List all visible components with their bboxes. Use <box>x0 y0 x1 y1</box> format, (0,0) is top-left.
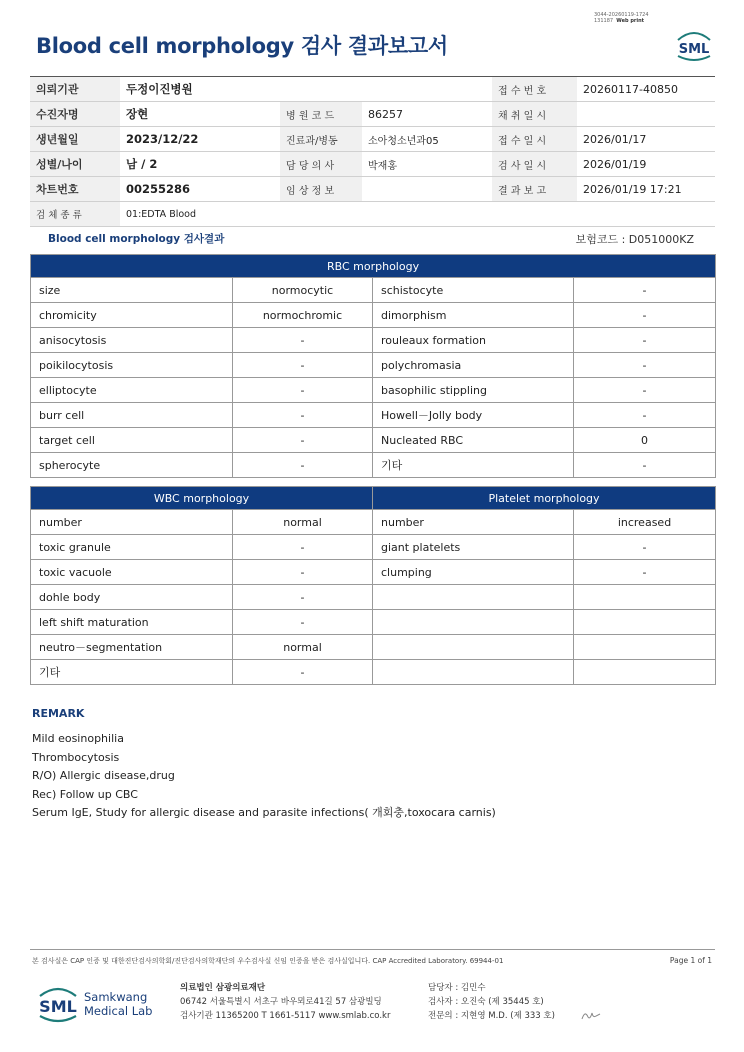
sex-age-value: 남 / 2 <box>120 152 280 177</box>
page-title: Blood cell morphology 검사 결과보고서 <box>36 34 448 58</box>
remark-line: Thrombocytosis <box>32 750 120 764</box>
rbc-item-value: - <box>574 403 716 428</box>
footer-divider <box>30 949 715 950</box>
rbc-item-name: Nucleated RBC <box>373 428 574 453</box>
wbc-plt-item-name: left shift maturation <box>31 610 233 635</box>
wbc-plt-item-name: giant platelets <box>373 535 574 560</box>
rbc-item-name: chromicity <box>31 303 233 328</box>
wbc-plt-item-name: 기타 <box>31 660 233 685</box>
rbc-item-name: burr cell <box>31 403 233 428</box>
sml-logo-text: SML <box>678 42 710 57</box>
organization-info <box>180 981 390 1023</box>
rbc-item-name: elliptocyte <box>31 378 233 403</box>
rbc-item-name: poikilocytosis <box>31 353 233 378</box>
platelet-header: Platelet morphology <box>373 487 716 510</box>
rbc-item-value: - <box>233 378 373 403</box>
chart-label: 차트번호 <box>30 177 120 202</box>
wbc-plt-item-value <box>574 660 716 685</box>
hospital-label: 의뢰기관 <box>30 77 120 102</box>
wbc-plt-item-name <box>373 660 574 685</box>
wbc-plt-item-name <box>373 635 574 660</box>
hospital-value: 두정이진병원 <box>120 77 492 102</box>
wbc-plt-item-value: - <box>233 585 373 610</box>
org-contact: 검사기관 11365200 T 1661-5117 www.smlab.co.kr <box>180 1011 391 1021</box>
collect-date-value <box>577 102 715 127</box>
rbc-row <box>31 428 716 453</box>
collect-date-label: 채 취 일 시 <box>492 102 577 127</box>
rbc-item-value: - <box>574 278 716 303</box>
dob-value: 2023/12/22 <box>120 127 280 152</box>
wbc-platelet-table <box>30 486 716 685</box>
staff-manager: 담당자 : 김민수 <box>428 983 486 993</box>
document-id <box>594 12 664 24</box>
receipt-no-value: 20260117-40850 <box>577 77 715 102</box>
wbc-plt-item-name <box>373 610 574 635</box>
remark-line: Rec) Follow up CBC <box>32 787 138 801</box>
chart-value: 00255286 <box>120 177 280 202</box>
hospital-code-value: 86257 <box>362 102 492 127</box>
page-number: Page 1 of 1 <box>669 956 712 965</box>
clinical-label: 임 상 정 보 <box>280 177 362 202</box>
specimen-label: 검 체 종 류 <box>30 202 120 227</box>
rbc-row <box>31 453 716 478</box>
wbc-plt-item-name <box>373 585 574 610</box>
dept-label: 진료과/병동 <box>280 127 362 152</box>
dob-label: 생년월일 <box>30 127 120 152</box>
rbc-item-value: - <box>574 378 716 403</box>
receipt-no-label: 접 수 번 호 <box>492 77 577 102</box>
rbc-item-name: dimorphism <box>373 303 574 328</box>
wbc-plt-row <box>31 535 716 560</box>
test-date-value: 2026/01/19 <box>577 152 715 177</box>
rbc-item-name: anisocytosis <box>31 328 233 353</box>
rbc-item-value: - <box>574 328 716 353</box>
wbc-plt-row <box>31 635 716 660</box>
wbc-plt-item-value: - <box>233 535 373 560</box>
wbc-plt-item-value: normal <box>233 510 373 535</box>
rbc-row <box>31 303 716 328</box>
clinical-value <box>362 177 492 202</box>
wbc-plt-item-name: toxic granule <box>31 535 233 560</box>
samkwang-logo-icon <box>36 982 166 1026</box>
rbc-item-name: spherocyte <box>31 453 233 478</box>
rbc-item-value: - <box>574 303 716 328</box>
rbc-item-value: - <box>574 453 716 478</box>
wbc-plt-row <box>31 510 716 535</box>
patient-label: 수진자명 <box>30 102 120 127</box>
rbc-row <box>31 278 716 303</box>
rbc-row <box>31 378 716 403</box>
wbc-header: WBC morphology <box>31 487 373 510</box>
document-id-line1: 3044-20260119-1724 <box>594 12 649 18</box>
rbc-morphology-table <box>30 254 716 478</box>
rbc-item-name: schistocyte <box>373 278 574 303</box>
receipt-date-value: 2026/01/17 <box>577 127 715 152</box>
wbc-plt-item-value <box>574 585 716 610</box>
patient-info-table <box>30 76 715 227</box>
section-title: Blood cell morphology 검사결과 <box>48 233 225 245</box>
wbc-plt-item-value: normal <box>233 635 373 660</box>
wbc-plt-item-name: dohle body <box>31 585 233 610</box>
document-id-line2: 131187 <box>594 18 614 24</box>
wbc-plt-item-value: - <box>233 560 373 585</box>
wbc-plt-item-name: clumping <box>373 560 574 585</box>
staff-info <box>428 981 555 1023</box>
wbc-plt-row <box>31 585 716 610</box>
doctor-value: 박재홍 <box>362 152 492 177</box>
rbc-item-name: Howell－Jolly body <box>373 403 574 428</box>
patient-value: 장현 <box>120 102 280 127</box>
report-date-label: 결 과 보 고 <box>492 177 577 202</box>
rbc-row <box>31 353 716 378</box>
wbc-plt-item-name: number <box>31 510 233 535</box>
rbc-item-value: normochromic <box>233 303 373 328</box>
rbc-item-name: polychromasia <box>373 353 574 378</box>
org-address: 06742 서울특별시 서초구 바우뫼로41길 57 삼광빌딩 <box>180 997 382 1007</box>
rbc-item-value: - <box>233 453 373 478</box>
org-name: 의료법인 삼광의료재단 <box>180 983 266 993</box>
rbc-item-value: - <box>233 353 373 378</box>
hospital-code-label: 병 원 코 드 <box>280 102 362 127</box>
rbc-item-value: 0 <box>574 428 716 453</box>
wbc-plt-row <box>31 560 716 585</box>
wbc-plt-item-value <box>574 635 716 660</box>
signature-icon <box>580 1008 602 1022</box>
rbc-item-value: - <box>233 328 373 353</box>
wbc-plt-item-value <box>574 610 716 635</box>
report-date-value: 2026/01/19 17:21 <box>577 177 715 202</box>
wbc-plt-item-value: - <box>574 535 716 560</box>
staff-specialist: 전문의 : 지현영 M.D. (제 333 호) <box>428 1011 555 1021</box>
wbc-plt-item-value: - <box>233 660 373 685</box>
wbc-plt-item-name: neutro－segmentation <box>31 635 233 660</box>
doctor-label: 담 당 의 사 <box>280 152 362 177</box>
remark-line: R/O) Allergic disease,drug <box>32 769 175 782</box>
lab-name-line1: Samkwang <box>84 990 148 1004</box>
wbc-plt-item-name: number <box>373 510 574 535</box>
remark-title: REMARK <box>32 707 85 720</box>
web-print-label: Web print <box>616 18 645 24</box>
remark-line: Serum IgE, Study for allergic disease and parasite infections( 개회충,toxocara carnis) <box>32 806 496 819</box>
wbc-plt-item-name: toxic vacuole <box>31 560 233 585</box>
sex-age-label: 성별/나이 <box>30 152 120 177</box>
rbc-item-value: - <box>574 353 716 378</box>
rbc-item-value: - <box>233 428 373 453</box>
remark-lines <box>32 730 496 823</box>
rbc-row <box>31 328 716 353</box>
dept-value: 소아청소년과05 <box>362 127 492 152</box>
wbc-plt-item-value: - <box>574 560 716 585</box>
lab-name-line2: Medical Lab <box>84 1004 153 1018</box>
wbc-plt-row <box>31 660 716 685</box>
rbc-header: RBC morphology <box>31 255 716 278</box>
rbc-item-name: 기타 <box>373 453 574 478</box>
wbc-plt-item-value: increased <box>574 510 716 535</box>
test-date-label: 검 사 일 시 <box>492 152 577 177</box>
footer-note: 본 검사실은 CAP 인증 및 대한진단검사의학회/진단검사의학재단의 우수검사실 신임 인증을 받은 검사실입니다. CAP Accredited Laboratory. 69944-01 <box>32 957 504 965</box>
rbc-item-name: target cell <box>31 428 233 453</box>
rbc-item-name: size <box>31 278 233 303</box>
receipt-date-label: 접 수 일 시 <box>492 127 577 152</box>
wbc-plt-row <box>31 610 716 635</box>
rbc-item-name: basophilic stippling <box>373 378 574 403</box>
remark-line: Mild eosinophilia <box>32 732 124 745</box>
staff-tester: 검사자 : 오진숙 (제 35445 호) <box>428 997 544 1007</box>
specimen-value: 01:EDTA Blood <box>120 202 715 227</box>
samkwang-logo-abbr: SML <box>39 997 77 1016</box>
wbc-plt-item-value: - <box>233 610 373 635</box>
insurance-code: 보험코드 : D051000KZ <box>575 233 694 246</box>
rbc-row <box>31 403 716 428</box>
rbc-item-value: normocytic <box>233 278 373 303</box>
sml-logo-icon <box>672 28 716 64</box>
rbc-item-name: rouleaux formation <box>373 328 574 353</box>
rbc-item-value: - <box>233 403 373 428</box>
